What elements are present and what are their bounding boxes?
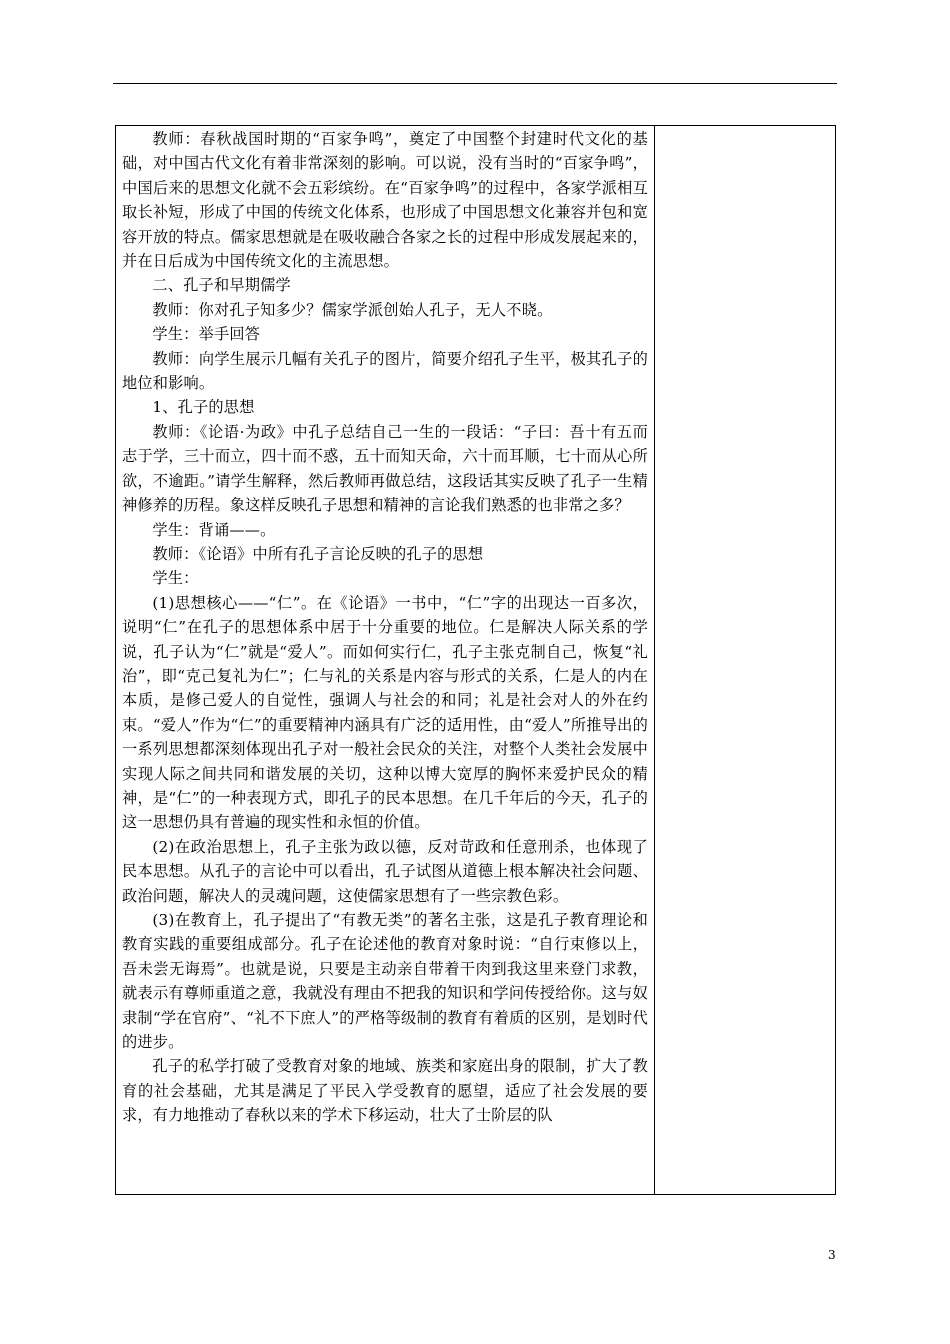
header-rule (113, 83, 837, 84)
page-number: 3 (828, 1248, 836, 1262)
lesson-plan-table (115, 125, 836, 1195)
paragraph-teacher-question: 教师：你对孔子知多少？儒家学派创始人孔子，无人不晓。 (152, 300, 553, 319)
paragraph-teacher-analects: 教师：《论语》中所有孔子言论反映的孔子的思想 (152, 544, 484, 563)
paragraph-intro: 教师：春秋战国时期的“百家争鸣”，奠定了中国整个封建时代文化的基础，对中国古代文化有着非常深刻的影响。可以说，没有当时的“百家争鸣”，中国后来的思想文化就不会五彩缤纷。在“百家争鸣”的过程中，各家学派相互取长补短，形成了中国的传统文化体系，也形成了中国思想文化兼容并包和宽容开放的特点。儒家思想就是在吸收融合各家之长的过程中形成发展起来的，并在日后成为中国传统文化的主流思想。 (122, 130, 648, 271)
paragraph-analects-quote: 教师：《论语·为政》中孔子总结自己一生的一段话：“子曰：吾十有五而志于学，三十而立，四十而不惑，五十而知天命，六十而耳顺，七十而从心所欲，不逾距。”请学生解释，然后教师再做总结，这段话其实反映了孔子一生精神修养的历程。象这样反映孔子思想和精神的言论我们熟悉的也非常之多？ (122, 422, 648, 515)
paragraph-student-label: 学生： (152, 569, 199, 588)
subsection-heading-thought: 1、孔子的思想 (152, 398, 255, 417)
paragraph-point-ren: (1)思想核心——“仁”。在《论语》一书中，“仁”字的出现达一百多次，说明“仁”在孔子的思想体系中居于十分重要的地位。仁是解决人际关系的学说，孔子认为“仁”就是“爱人”。而如何实行仁，孔子主张克制自己，恢复“礼治”，即“克己复礼为仁”；仁与礼的关系是内容与形式的关系，仁是人的内在本质，是修己爱人的自觉性，强调人与社会的和同；礼是社会对人的外在约束。“爱人”作为“仁”的重要精神内涵具有广泛的适用性，由“爱人”所推导出的一系列思想都深刻体现出孔子对一般社会民众的关注，对整个人类社会发展中实现人际之间共同和谐发展的关切，这种以博大宽厚的胸怀来爱护民众的精神，是“仁”的一种表现方式，即孔子的民本思想。在几千年后的今天，孔子的这一思想仍具有普遍的现实性和永恒的价值。 (122, 593, 648, 832)
notes-column (655, 126, 835, 1194)
paragraph-point-politics: (2)在政治思想上，孔子主张为政以德，反对苛政和任意刑杀，也体现了民本思想。从孔子的言论中可以看出，孔子试图从道德上根本解决社会问题、政治问题，解决人的灵魂问题，这使儒家思想有了一些宗教色彩。 (122, 837, 648, 905)
paragraph-private-school: 孔子的私学打破了受教育对象的地域、族类和家庭出身的限制，扩大了教育的社会基础，尤其是满足了平民入学受教育的愿望，适应了社会发展的要求，有力地推动了春秋以来的学术下移运动，壮大了士阶层的队 (122, 1057, 648, 1125)
paragraph-student-answer: 学生：举手回答 (152, 325, 261, 344)
paragraph-student-recite: 学生：背诵——。 (152, 520, 276, 539)
lesson-content-column (116, 126, 655, 1194)
paragraph-teacher-pictures: 教师：向学生展示几幅有关孔子的图片，简要介绍孔子生平，极其孔子的地位和影响。 (122, 349, 648, 393)
section-heading-confucius: 二、孔子和早期儒学 (152, 276, 291, 295)
paragraph-point-education: (3)在教育上，孔子提出了“有教无类”的著名主张，这是孔子教育理论和教育实践的重要组成部分。孔子在论述他的教育对象时说：“自行束修以上，吾未尝无诲焉”。也就是说，只要是主动亲自带着干肉到我这里来登门求教，就表示有尊师重道之意，我就没有理由不把我的知识和学问传授给你。这与奴隶制“学在官府”、“礼不下庶人”的严格等级制的教育有着质的区别，是划时代的进步。 (122, 911, 648, 1052)
